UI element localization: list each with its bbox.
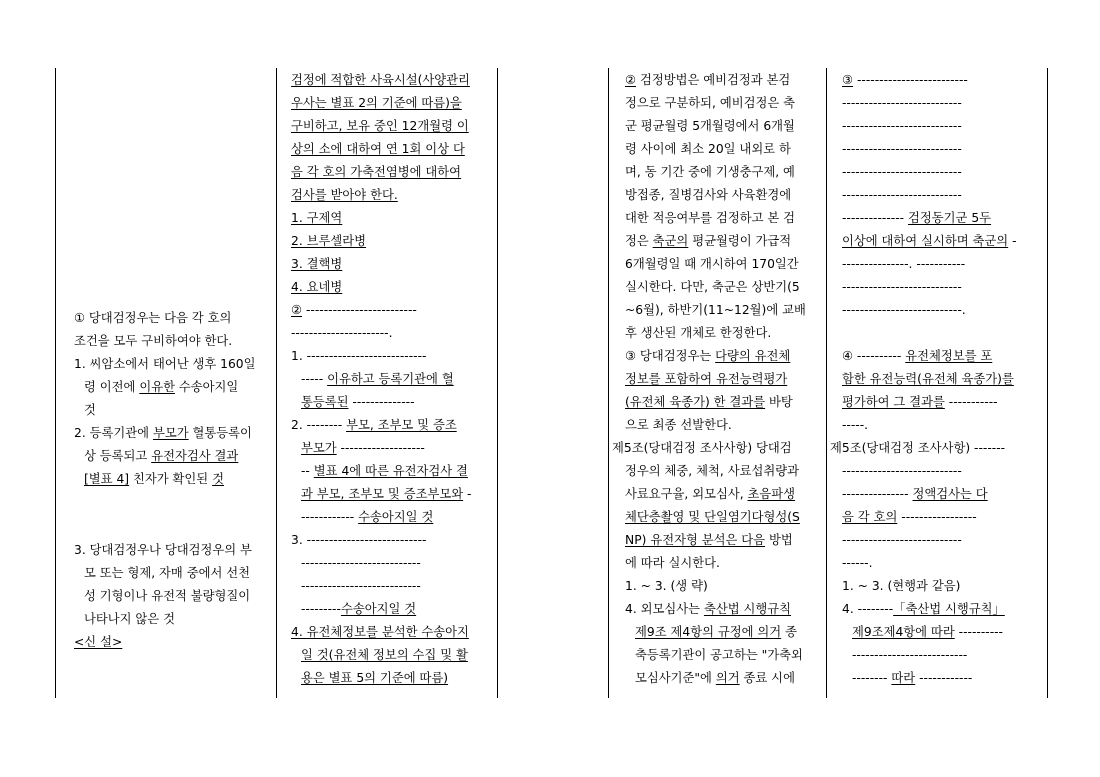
underlined-text: 검정에 적합한 사육시설(사양관리: [291, 73, 470, 87]
text-line: [84, 379, 238, 395]
text-line: ---------------------------: [842, 280, 962, 294]
text-line: [84, 448, 238, 464]
underlined-text: 구비하고, 보유 중인 12개월령 이: [291, 119, 469, 133]
text-line: 1. 씨암소에서 태어난 생후 160일: [74, 357, 256, 371]
text-line: --------------------------: [852, 648, 968, 662]
text-line: [625, 233, 791, 249]
text-segment: -: [1008, 234, 1017, 248]
underlined-text: 평가하여 그 결과를: [842, 395, 945, 409]
underlined-text: 함한 유전능력(유전체 육종가)를: [842, 372, 1014, 386]
text-segment: --------------: [842, 211, 909, 225]
underlined-text: 과 부모, 조부모 및 증조부모와: [301, 487, 464, 501]
underlined-text: ②: [625, 73, 637, 87]
text-segment: -------------------------: [302, 303, 417, 317]
text-line: [301, 440, 425, 456]
text-segment: -: [463, 487, 472, 501]
underlined-text: 용은 별표 5의 기준에 따름): [301, 671, 449, 685]
text-line: 3. 당대검정우나 당대검정우의 부: [74, 543, 252, 557]
underlined-text: <신 설>: [74, 635, 123, 649]
text-line: ---------------------------: [842, 165, 962, 179]
text-line: [291, 72, 470, 88]
underlined-text: 따라: [891, 671, 916, 685]
text-segment: 방법: [765, 533, 793, 547]
text-line: [625, 394, 793, 410]
underlined-text: 제9조 제4항의 규정에 의거: [635, 625, 782, 639]
text-segment: 혈통등록이: [188, 426, 252, 440]
underlined-text: NP) 유전자형 분석은 다음: [625, 533, 766, 547]
underlined-text: 축산법 시행규칙: [703, 602, 792, 616]
text-line: [625, 371, 787, 387]
text-line: [842, 233, 1017, 249]
text-line: ---------------------------.: [842, 303, 966, 317]
text-segment: 평균월령이 가급적: [688, 234, 792, 248]
text-line: [291, 302, 417, 318]
text-line: 후 생산된 개체로 한정한다.: [625, 326, 772, 340]
text-segment: -----------: [944, 395, 998, 409]
text-line: [301, 601, 416, 617]
text-line: 에 따라 실시한다.: [625, 556, 720, 570]
underlined-text: ③: [842, 73, 854, 87]
underlined-text: 통등록된: [301, 395, 349, 409]
underlined-text: 초음파생: [747, 487, 796, 501]
text-line: [291, 279, 342, 295]
text-line: [291, 256, 342, 272]
column-divider-right-middle: [826, 68, 827, 698]
text-line: 1. ---------------------------: [291, 349, 427, 363]
text-segment: -------------------------: [853, 73, 968, 87]
text-line: 3. ---------------------------: [291, 533, 427, 547]
text-segment: 모심사기준"에: [635, 671, 716, 685]
text-line: [842, 210, 991, 226]
text-line: 군 평균월령 5개월령에서 6개월: [625, 119, 795, 133]
text-line: 축등록기관이 공고하는 "가축외: [635, 648, 803, 662]
text-line: 제5조(당대검정 조사사항) -------: [830, 441, 1006, 455]
text-line: [625, 601, 791, 617]
text-line: [301, 670, 448, 686]
underlined-text: 이유하고 등록기관에 혈: [327, 372, 454, 386]
text-line: [842, 601, 1005, 617]
underlined-text: 4. 유전체정보를 분석한 수송아지: [291, 625, 469, 639]
underlined-text: 일 것(유전체 정보의 수집 및 활: [301, 648, 468, 662]
text-line: [625, 486, 795, 502]
underlined-text: 음 각 호의 가축전염병에 대하여: [291, 165, 462, 179]
text-segment: ---------: [301, 602, 341, 616]
column-divider-right-outer: [608, 68, 609, 698]
underlined-text: 유전자검사 결과: [151, 449, 239, 463]
column-divider-right-inner: [1047, 68, 1048, 698]
text-line: ----------------------.: [291, 326, 393, 340]
text-segment: --------: [852, 671, 892, 685]
text-line: [291, 233, 366, 249]
text-line: 6개월령일 때 개시하여 170일간: [625, 257, 799, 271]
text-line: [842, 509, 977, 525]
text-line: [625, 348, 790, 364]
text-segment: 사료요구율, 외모심사,: [625, 487, 748, 501]
underlined-text: 수송아지일 것: [358, 510, 434, 524]
text-segment: 정은: [625, 234, 653, 248]
text-segment: -----------------: [897, 510, 977, 524]
text-segment: 친자가 확인된: [129, 472, 213, 486]
text-line: [291, 164, 461, 180]
text-line: [842, 348, 992, 364]
text-line: ---------------------------: [842, 96, 962, 110]
text-line: [625, 72, 790, 88]
underlined-text: ②: [291, 303, 303, 317]
text-line: [301, 371, 454, 387]
text-line: [74, 425, 252, 441]
text-line: 1. ~ 3. (현행과 같음): [842, 579, 961, 593]
underlined-text: 의거: [715, 671, 740, 685]
text-segment: ④ ----------: [842, 349, 906, 363]
text-line: 조건을 모두 구비하여야 한다.: [74, 334, 233, 348]
text-line: 나타나지 않은 것: [84, 612, 175, 626]
text-line: 것: [84, 403, 96, 417]
text-line: 모 또는 형제, 자매 중에서 선천: [84, 566, 250, 580]
text-segment: --------------: [348, 395, 415, 409]
underlined-text: 4. 요네병: [291, 280, 343, 294]
text-segment: ----------: [954, 625, 1003, 639]
text-line: ① 당대검정우는 다음 각 호의: [74, 311, 232, 325]
text-segment: 2. --------: [291, 418, 347, 432]
underlined-text: 다량의 유전체: [715, 349, 791, 363]
underlined-text: 부모가: [152, 426, 189, 440]
underlined-text: 부모가: [301, 441, 337, 455]
text-line: [852, 624, 1003, 640]
text-line: ---------------------------: [301, 556, 421, 570]
text-segment: -------------------: [336, 441, 425, 455]
underlined-text: 수송아지일 것: [340, 602, 417, 616]
text-line: ---------------------------: [842, 119, 962, 133]
text-segment: ③ 당대검정우는: [625, 349, 716, 363]
text-segment: ---------------: [842, 487, 913, 501]
underlined-text: 검정동기군 5두: [908, 211, 992, 225]
underlined-text: (유전체 육종가) 한 결과를: [625, 395, 766, 409]
text-line: -----.: [842, 418, 869, 432]
text-segment: 상 등록되고: [84, 449, 152, 463]
text-line: [635, 670, 795, 686]
text-line: [291, 187, 398, 203]
underlined-text: 우사는 별표 2의 기준에 따름)을: [291, 96, 462, 110]
column-divider-left-middle: [276, 68, 277, 698]
text-line: [291, 95, 462, 111]
text-segment: 2. 등록기관에: [74, 426, 153, 440]
text-segment: -----: [301, 372, 328, 386]
underlined-text: [별표 4]: [84, 472, 130, 486]
underlined-text: 「축산법 시행규칙」: [893, 602, 1005, 616]
text-segment: 4. --------: [842, 602, 894, 616]
text-line: 며, 동 기간 중에 기생충구제, 예: [625, 165, 795, 179]
text-line: [84, 471, 224, 487]
text-line: 제5조(당대검정 조사사항) 당대검: [612, 441, 792, 455]
text-line: ---------------------------: [842, 188, 962, 202]
underlined-text: 1. 구제역: [291, 211, 343, 225]
underlined-text: 이상에 대하여 실시하며 축군의: [842, 234, 1009, 248]
text-line: [301, 486, 471, 502]
underlined-text: 이유한: [139, 380, 175, 394]
text-line: [74, 634, 122, 650]
text-line: [852, 670, 972, 686]
text-line: ---------------. -----------: [842, 257, 966, 271]
text-line: 대한 적응여부를 검정하고 본 검: [625, 211, 796, 225]
text-segment: 4. 외모심사는: [625, 602, 704, 616]
text-segment: --: [301, 464, 314, 478]
underlined-text: 것: [212, 472, 224, 486]
text-line: 방접종, 질병검사와 사육환경에: [625, 188, 792, 202]
underlined-text: 축군의: [652, 234, 689, 248]
column-divider-left-outer: [55, 68, 56, 698]
text-line: ---------------------------: [842, 142, 962, 156]
text-line: [301, 463, 468, 479]
text-line: [301, 394, 415, 410]
text-line: [625, 509, 800, 525]
text-line: 정으로 구분하되, 예비검정은 축: [625, 96, 796, 110]
underlined-text: 3. 결핵병: [291, 257, 343, 271]
text-line: 으로 최종 선발한다.: [625, 418, 732, 432]
text-line: [301, 509, 433, 525]
text-line: [291, 141, 465, 157]
text-line: ~6월), 하반기(11~12월)에 교배: [625, 303, 806, 317]
text-line: ---------------------------: [842, 464, 962, 478]
text-line: 령 사이에 최소 20일 내외로 하: [625, 142, 791, 156]
text-segment: 바탕: [765, 395, 793, 409]
underlined-text: 정액검사는 다: [912, 487, 988, 501]
text-line: ------.: [842, 556, 873, 570]
text-segment: ------------: [915, 671, 973, 685]
text-line: [291, 624, 469, 640]
text-segment: 검정방법은 예비검정과 본검: [636, 73, 791, 87]
text-segment: 종료 시에: [739, 671, 795, 685]
underlined-text: 정보를 포함하여 유전능력평가: [625, 372, 788, 386]
text-segment: 종: [781, 625, 797, 639]
text-line: [301, 647, 468, 663]
text-line: [291, 118, 469, 134]
text-line: [842, 72, 968, 88]
text-line: [635, 624, 797, 640]
text-segment: 령 이전에: [84, 380, 140, 394]
text-line: 성 기형이나 유전적 불량형질이: [84, 589, 251, 603]
underlined-text: 체단층촬영 및 단일염기다형성(S: [625, 510, 800, 524]
text-segment: ------------: [301, 510, 359, 524]
text-line: [291, 210, 342, 226]
text-line: [842, 486, 988, 502]
underlined-text: 2. 브루셀라병: [291, 234, 367, 248]
text-line: [625, 532, 793, 548]
text-line: [842, 394, 998, 410]
underlined-text: 제9조제4항에 따라: [852, 625, 955, 639]
text-line: 1. ~ 3. (생 략): [625, 579, 708, 593]
underlined-text: 별표 4에 따른 유전자검사 결: [313, 464, 468, 478]
text-segment: 수송아지일: [174, 380, 239, 394]
column-divider-left-inner: [497, 68, 498, 698]
text-line: [291, 417, 457, 433]
text-line: 정우의 체중, 체척, 사료섭취량과: [625, 464, 799, 478]
underlined-text: 검사를 받아야 한다.: [291, 188, 398, 202]
text-line: ---------------------------: [301, 579, 421, 593]
underlined-text: 부모, 조부모 및 증조: [346, 418, 457, 432]
underlined-text: 상의 소에 대하여 연 1회 이상 다: [291, 142, 465, 156]
text-line: 실시한다. 다만, 축군은 상반기(5: [625, 280, 800, 294]
underlined-text: 음 각 호의: [842, 510, 898, 524]
text-line: [842, 371, 1014, 387]
text-line: ---------------------------: [842, 533, 962, 547]
underlined-text: 유전체정보를 포: [905, 349, 993, 363]
